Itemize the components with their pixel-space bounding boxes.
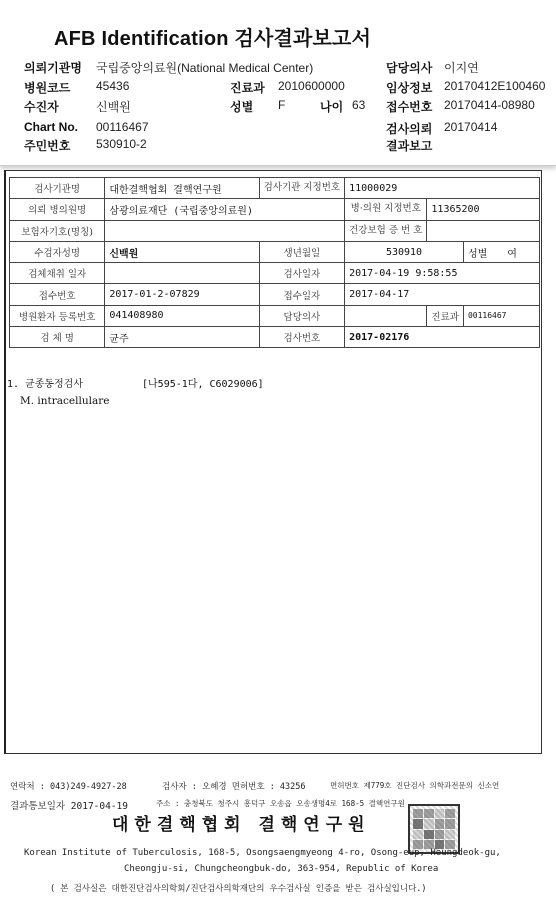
institute-address-en: Korean Institute of Tuberculosis, 168-5, Osongsaengmyeong 4-ro, Osong-eup, Heungdeok-gu, — [24, 848, 501, 858]
table-row — [10, 327, 540, 348]
header-label: 검사의뢰 — [386, 122, 433, 136]
health-cert-value — [427, 220, 540, 241]
report-date: 결과통보일자 2017-04-19 — [10, 801, 128, 812]
request-hospital-value: 삼광의료재단 (국립중앙의료원) — [105, 199, 345, 220]
result-test-name: 1. 균종동정검사 — [7, 379, 84, 390]
reg-no-label: 병원환자 등록번호 — [10, 305, 105, 326]
inspection-org-code-label: 검사기관 지정번호 — [259, 178, 344, 199]
header-label: 의뢰기관명 — [24, 61, 82, 75]
header-value: 20170414 — [444, 120, 498, 134]
official-seal-stamp — [408, 804, 460, 854]
sex-cell — [463, 241, 539, 262]
table-row — [10, 220, 540, 241]
receipt-date-label: 접수일자 — [259, 284, 344, 305]
inspection-org-code-value: 11000029 — [345, 178, 540, 199]
test-no-label: 검사번호 — [259, 327, 344, 348]
header-value: 신백원 — [96, 100, 131, 114]
result-code: [나595-1다, C6029006] — [142, 379, 264, 390]
license-info: 면허번호 제779호 진단검사 의학과전문의 신소연 — [330, 781, 500, 790]
header-value: 530910-2 — [96, 137, 147, 151]
receipt-no-label: 접수번호 — [10, 284, 105, 305]
patient-info-table — [9, 177, 540, 348]
header-label: Chart No. — [24, 120, 78, 134]
hospital-code-label: 병·의원 지정번호 — [345, 199, 427, 220]
specimen-label: 검 체 명 — [10, 327, 105, 348]
header-value: 20170412E100460 — [444, 79, 546, 93]
header-label: 수진자 — [24, 100, 59, 114]
table-row — [10, 199, 540, 220]
report-header — [0, 0, 556, 166]
table-row — [10, 305, 540, 326]
patient-name-label: 수검자성명 — [10, 241, 105, 262]
hospital-code-value: 11365200 — [427, 199, 540, 220]
address-info: 주소 : 충청북도 청주시 흥덕구 오송읍 오송생명4로 168-5 결핵연구원 — [156, 799, 405, 808]
receipt-date-value: 2017-04-17 — [345, 284, 540, 305]
dept-label: 진료과 — [427, 305, 464, 326]
header-label: 나이 — [320, 100, 344, 114]
insurance-value — [105, 220, 345, 241]
doctor-label: 담당의사 — [259, 305, 344, 326]
inspection-org-value: 대한결핵협회 결핵연구원 — [105, 178, 259, 199]
table-row — [10, 284, 540, 305]
table-row — [10, 241, 540, 262]
dept-value: 00116467 — [463, 305, 539, 326]
table-row — [10, 178, 540, 199]
header-label: 성별 — [230, 100, 254, 114]
tester-info: 검사자 : 오혜경 면허번호 : 43256 — [162, 782, 306, 792]
header-label: 임상정보 — [386, 81, 433, 95]
report-title: AFB Identification 검사결과보고서 — [54, 28, 372, 50]
institute-address-en-2: Cheongju-si, Chungcheongbuk-do, 363-954, Republic of Korea — [124, 864, 439, 874]
health-cert-label: 건강보험 증 번 호 — [345, 220, 427, 241]
header-value: 2010600000 — [278, 79, 345, 93]
collect-date-value — [105, 263, 259, 284]
header-label: 결과보고 — [386, 139, 433, 153]
table-row — [10, 263, 540, 284]
sex-label: 성별 — [467, 248, 488, 260]
request-hospital-label: 의뢰 병의원명 — [10, 199, 105, 220]
scanned-report — [4, 170, 542, 902]
header-label: 진료과 — [230, 81, 265, 95]
header-label: 담당의사 — [386, 61, 433, 75]
header-value: 00116467 — [96, 120, 149, 134]
header-value: 45436 — [96, 79, 130, 93]
header-label: 접수번호 — [386, 100, 433, 114]
specimen-value: 균주 — [105, 327, 259, 348]
inspection-org-label: 검사기관명 — [10, 178, 105, 199]
header-value: 63 — [352, 98, 366, 112]
sex-value: 여 — [507, 248, 517, 260]
test-date-value: 2017-04-19 9:58:55 — [345, 263, 540, 284]
collect-date-label: 검체채취 일자 — [10, 263, 105, 284]
birth-label: 생년월일 — [259, 241, 344, 262]
test-date-label: 검사일자 — [259, 263, 344, 284]
result-organism: M. intracellulare — [20, 395, 110, 407]
birth-value: 530910 — [345, 241, 464, 262]
doctor-value — [345, 305, 427, 326]
header-value: 국립중앙의료원(National Medical Center) — [96, 61, 314, 75]
insurance-label: 보험자기호(명칭) — [10, 220, 105, 241]
test-no-value: 2017-02176 — [345, 327, 540, 348]
reg-no-value: 041408980 — [105, 305, 259, 326]
patient-name-value: 신백원 — [105, 241, 259, 262]
header-value: 20170414-08980 — [444, 98, 535, 112]
institute-name: 대한결핵협회 결핵연구원 — [112, 815, 371, 835]
contact-info: 연락처 : 043)249-4927-28 — [10, 782, 127, 792]
header-label: 주민번호 — [24, 139, 71, 153]
certification-note: ( 본 검사실은 대한진단검사의학회/진단검사의학재단의 우수검사실 인증을 받은 검사실입니다.) — [50, 884, 427, 894]
header-value: F — [278, 98, 286, 112]
header-value: 이지연 — [444, 61, 479, 75]
header-label: 병원코드 — [24, 81, 71, 95]
receipt-no-value: 2017-01-2-07829 — [105, 284, 259, 305]
